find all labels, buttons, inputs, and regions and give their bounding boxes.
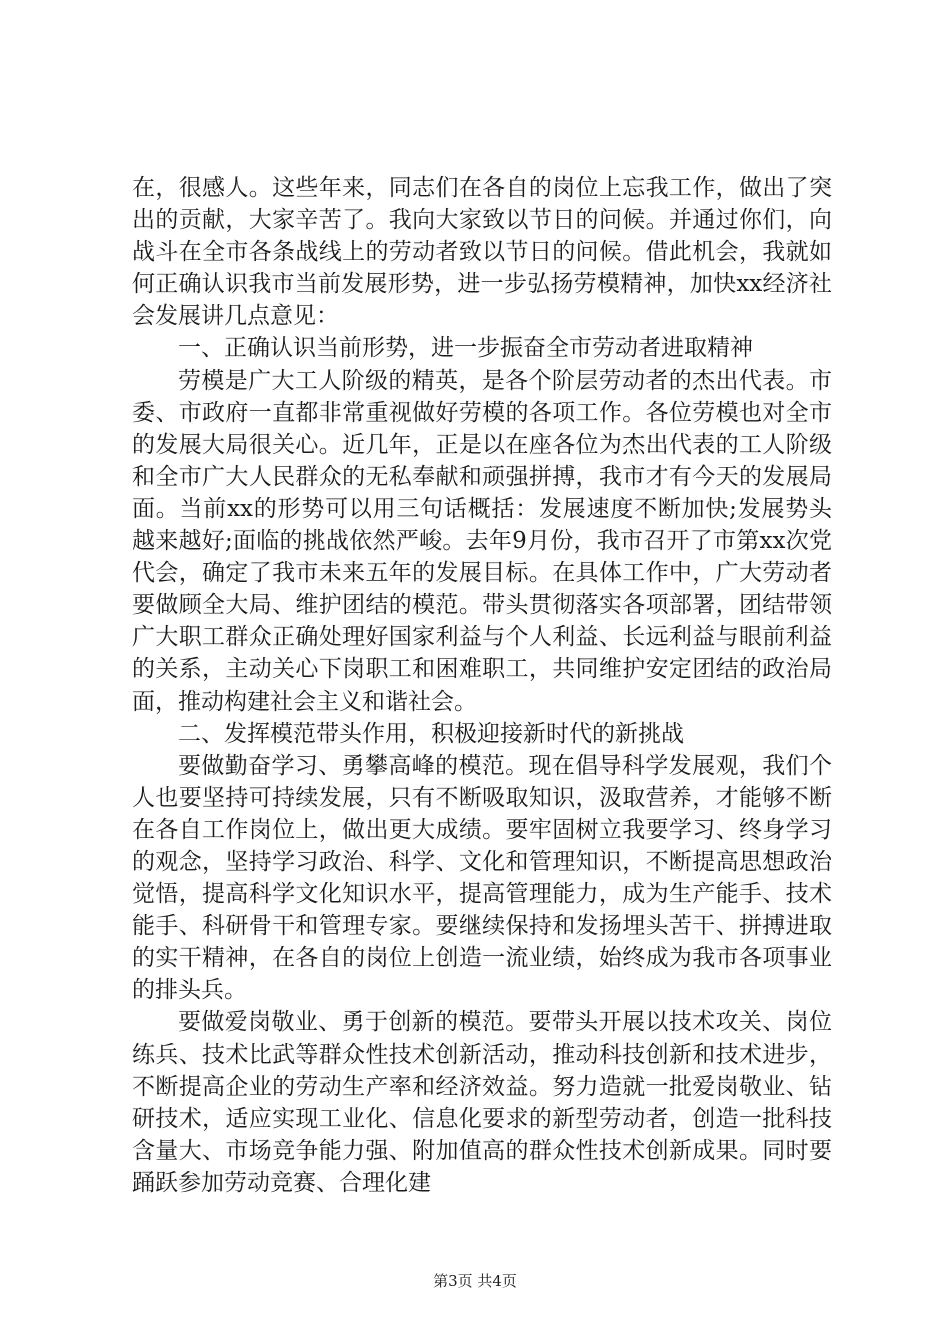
paragraph-study-model: 要做勤奋学习、勇攀高峰的模范。现在倡导科学发展观，我们个人也要坚持可持续发展，只有不断吸取知识，汲取营养，才能够不断在各自工作岗位上，做出更大成绩。要牢固树立我要学习、终身学习的观念，坚持学习政治、科学、文化和管理知识，不断提高思想政治觉悟，提高科学文化知识水平，提高管理能力，成为生产能手、技术能手、科研骨干和管理专家。要继续保持和发扬埋头苦干、拼搏进取的实干精神，在各自的岗位上创造一流业绩，始终成为我市各项事业的排头兵。 — [132, 752, 832, 1004]
paragraph-opening: 在，很感人。这些年来，同志们在各自的岗位上忘我工作，做出了突出的贡献，大家辛苦了。我向大家致以节日的问候。并通过你们，向战斗在全市各条战线上的劳动者致以节日的问候。借此机会，我就如何正确认识我市当前发展形势，进一步弘扬劳模精神，加快xx经济社会发展讲几点意见： — [132, 175, 832, 330]
section-heading-1: 一、正确认识当前形势，进一步振奋全市劳动者进取精神 — [178, 335, 753, 362]
document-body — [132, 172, 832, 1199]
section-heading-2: 二、发挥模范带头作用，积极迎接新时代的新挑战 — [178, 720, 684, 747]
paragraph-innovation-model: 要做爱岗敬业、勇于创新的模范。要带头开展以技术攻关、岗位练兵、技术比武等群众性技术创新活动，推动科技创新和技术进步，不断提高企业的劳动生产率和经济效益。努力造就一批爱岗敬业、钻研技术，适应实现工业化、信息化要求的新型劳动者，创造一批科技含量大、市场竞争能力强、附加值高的群众性技术创新成果。同时要踊跃参加劳动竞赛、合理化建 — [132, 1009, 832, 1196]
page-number-footer: 第3页 共4页 — [433, 1272, 517, 1290]
paragraph-section-1: 劳模是广大工人阶级的精英，是各个阶层劳动者的杰出代表。市委、市政府一直都非常重视做好劳模的各项工作。各位劳模也对全市的发展大局很关心。近几年，正是以在座各位为杰出代表的工人阶级和全市广大人民群众的无私奉献和顽强拼搏，我市才有今天的发展局面。当前xx的形势可以用三句话概括：发展速度不断加快;发展势头越来越好;面临的挑战依然严峻。去年9月份，我市召开了市第xx次党代会，确定了我市未来五年的发展目标。在具体工作中，广大劳动者要做顾全大局、维护团结的模范。带头贯彻落实各项部署，团结带领广大职工群众正确处理好国家利益与个人利益、长远利益与眼前利益的关系，主动关心下岗职工和困难职工，共同维护安定团结的政治局面，推动构建社会主义和谐社会。 — [132, 367, 832, 715]
